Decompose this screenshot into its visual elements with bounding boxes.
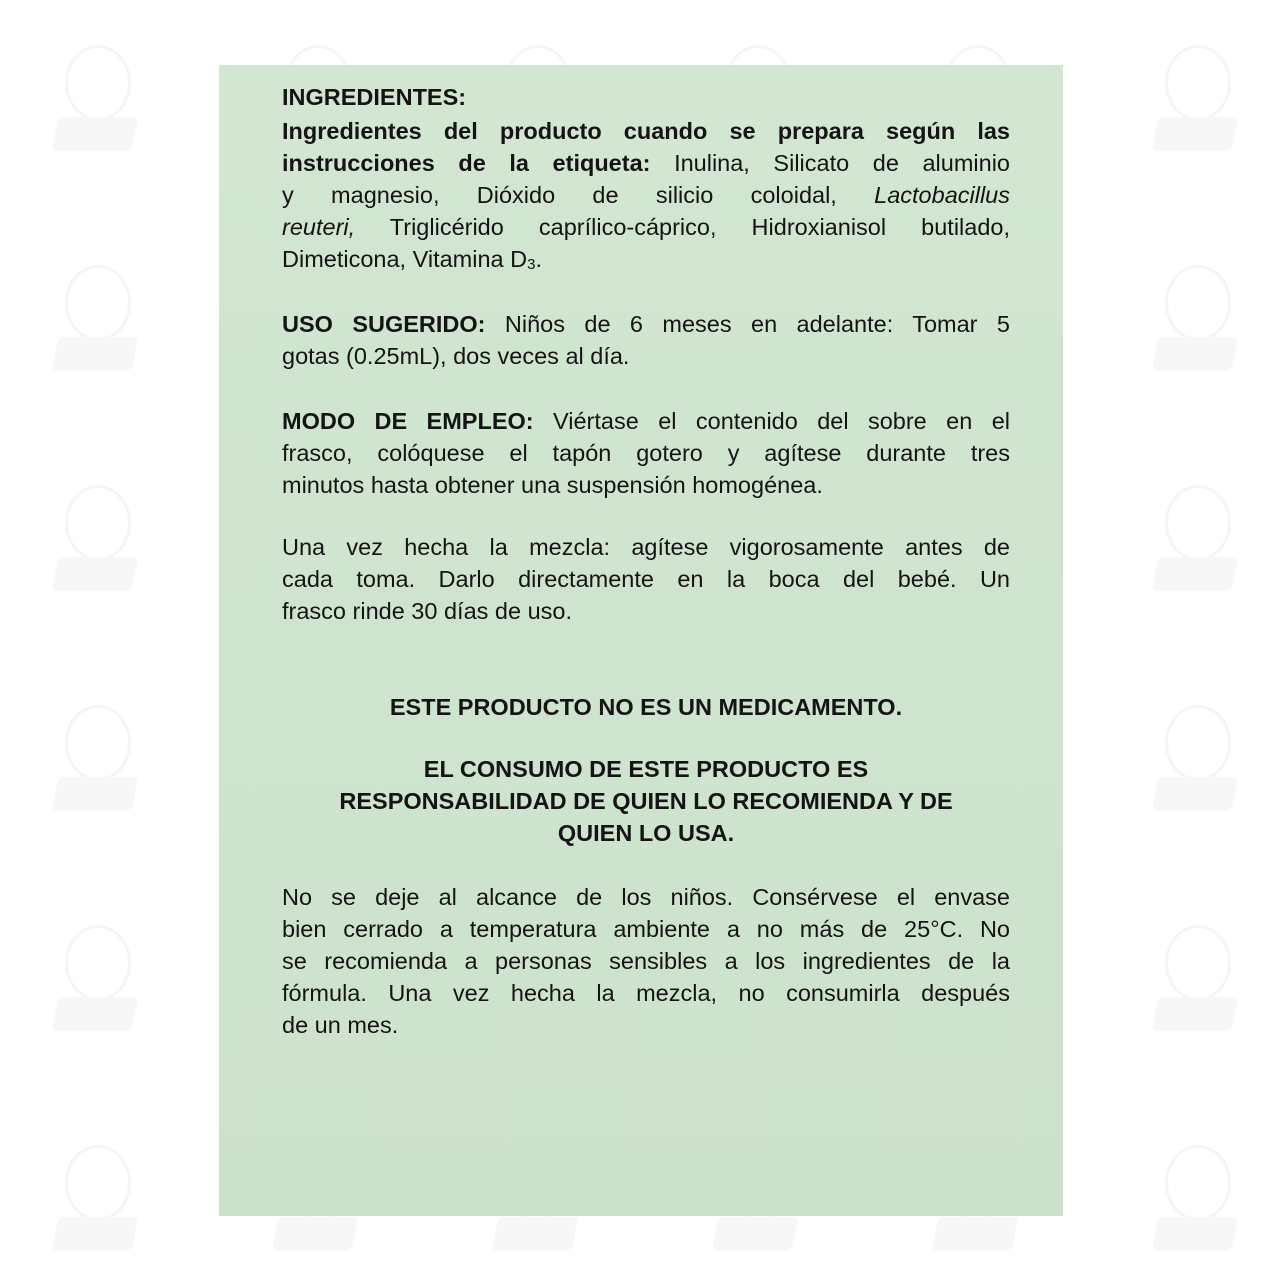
super-farmacia-watermark-logo: [55, 265, 135, 375]
text-line: [282, 147, 1010, 179]
text-segment: y magnesio, Dióxido de silicio coloidal,: [282, 182, 875, 208]
text-segment: 3: [527, 256, 536, 273]
text-segment: Viértase el contenido del sobre en el: [533, 408, 1010, 434]
text-segment: Inulina, Silicato de aluminio: [650, 150, 1010, 176]
text-line: [282, 945, 1010, 977]
super-farmacia-watermark-logo: [1155, 1145, 1235, 1255]
text-segment: Ingredientes del producto cuando se prepara según las: [282, 118, 1010, 144]
text-line: [282, 469, 1010, 501]
text-line: [282, 563, 1010, 595]
text-segment: instrucciones de la etiqueta:: [282, 150, 651, 176]
super-farmacia-watermark-logo: [1155, 45, 1235, 155]
text-line: [282, 531, 1010, 563]
text-line: [282, 817, 1010, 849]
text-line: [282, 211, 1010, 243]
super-farmacia-watermark-logo: [55, 925, 135, 1035]
text-segment: fórmula. Una vez hecha la mezcla, no consumirla después: [282, 980, 1010, 1006]
super-farmacia-watermark-logo: [1155, 925, 1235, 1035]
ingredients-heading: [282, 81, 1010, 113]
not-medicine-notice: [282, 691, 1010, 723]
product-label-panel: [219, 65, 1063, 1216]
ingredients-text: [282, 115, 1010, 275]
text-line: [282, 1009, 1010, 1041]
text-segment: USO SUGERIDO:: [282, 311, 486, 337]
text-line: [282, 913, 1010, 945]
text-line: [282, 308, 1010, 340]
text-segment: frasco rinde 30 días de uso.: [282, 598, 573, 624]
text-line: [282, 691, 1010, 723]
text-segment: frasco, colóquese el tapón gotero y agítese durante tres: [282, 440, 1010, 466]
mixture-instructions: [282, 531, 1010, 627]
text-line: [282, 115, 1010, 147]
suggested-use: [282, 308, 1010, 372]
text-segment: ESTE PRODUCTO NO ES UN MEDICAMENTO.: [389, 694, 903, 720]
super-farmacia-watermark-logo: [55, 45, 135, 155]
text-line: [282, 81, 1010, 113]
text-segment: gotas (0.25mL), dos veces al día.: [282, 343, 630, 369]
super-farmacia-watermark-logo: [55, 1145, 135, 1255]
super-farmacia-watermark-logo: [55, 705, 135, 815]
text-segment: No se deje al alcance de los niños. Consérvese el envase: [282, 884, 1010, 910]
text-segment: Una vez hecha la mezcla: agítese vigorosamente antes de: [282, 534, 1010, 560]
text-line: [282, 340, 1010, 372]
text-line: [282, 243, 1010, 275]
text-line: [282, 881, 1010, 913]
storage-warnings: [282, 881, 1010, 1041]
text-segment: se recomienda a personas sensibles a los ingredientes de la: [282, 948, 1010, 974]
text-segment: Triglicérido caprílico-cáprico, Hidroxianisol butilado,: [355, 214, 1010, 240]
text-line: [282, 179, 1010, 211]
text-line: [282, 437, 1010, 469]
text-segment: EL CONSUMO DE ESTE PRODUCTO ES: [423, 756, 869, 782]
text-segment: reuteri,: [282, 214, 356, 240]
responsibility-notice: [282, 753, 1010, 849]
text-segment: Niños de 6 meses en adelante: Tomar 5: [485, 311, 1010, 337]
text-segment: minutos hasta obtener una suspensión homogénea.: [282, 472, 823, 498]
text-segment: de un mes.: [282, 1012, 399, 1038]
text-line: [282, 977, 1010, 1009]
text-segment: bien cerrado a temperatura ambiente a no más de 25°C. No: [282, 916, 1010, 942]
text-line: [282, 405, 1010, 437]
text-segment: MODO DE EMPLEO:: [282, 408, 534, 434]
super-farmacia-watermark-logo: [1155, 485, 1235, 595]
text-line: [282, 753, 1010, 785]
text-segment: .: [535, 246, 542, 272]
super-farmacia-watermark-logo: [55, 485, 135, 595]
text-segment: RESPONSABILIDAD DE QUIEN LO RECOMIENDA Y DE: [339, 788, 953, 814]
text-segment: Dimeticona, Vitamina D: [282, 246, 528, 272]
super-farmacia-watermark-logo: [1155, 705, 1235, 815]
usage-instructions: [282, 405, 1010, 501]
super-farmacia-watermark-logo: [1155, 265, 1235, 375]
text-line: [282, 595, 1010, 627]
text-segment: INGREDIENTES:: [282, 84, 467, 110]
text-line: [282, 785, 1010, 817]
text-segment: QUIEN LO USA.: [557, 820, 735, 846]
text-segment: cada toma. Darlo directamente en la boca del bebé. Un: [282, 566, 1010, 592]
text-segment: Lactobacillus: [874, 182, 1010, 208]
